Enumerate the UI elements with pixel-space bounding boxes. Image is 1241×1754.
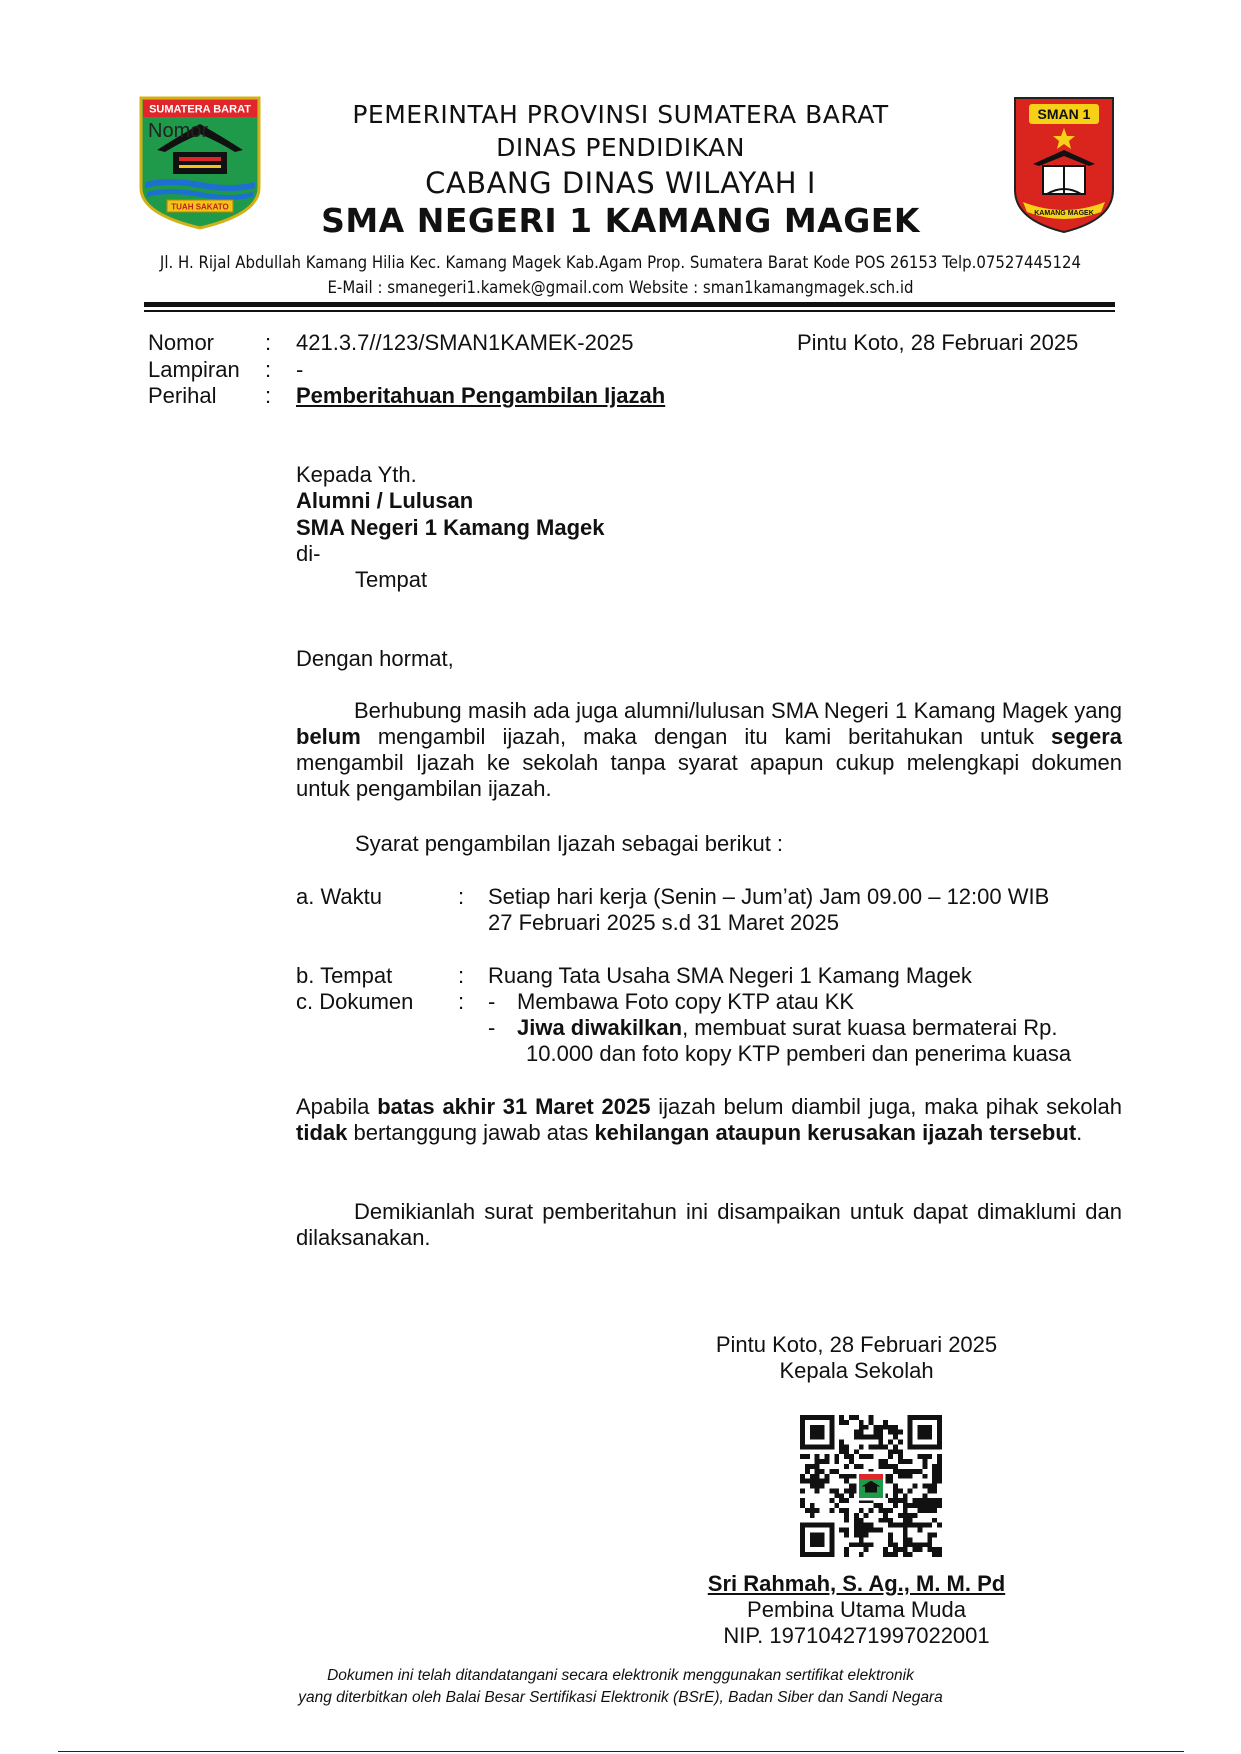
perihal-value: Pemberitahuan Pengambilan Ijazah [296,383,666,408]
recipient-line-2: Alumni / Lulusan [296,488,474,513]
recipient-line-3: SMA Negeri 1 Kamang Magek [296,515,605,540]
lampiran-value: - [296,357,304,382]
lampiran-label: Lampiran [148,357,240,382]
req-dokumen-item-1: Membawa Foto copy KTP atau KK [517,989,855,1014]
req-tempat-colon: : [458,963,465,988]
signatory-rank: Pembina Utama Muda [747,1597,966,1622]
e-signature-note-line-1: Dokumen ini telah ditandatangani secara elektronik menggunakan sertifikat elektronik [327,1667,914,1684]
req-tempat-label: b. Tempat [296,963,393,988]
greeting: Dengan hormat, [296,646,454,671]
nomor-label: Nomor [148,330,215,355]
school-emblem-icon [1011,94,1117,234]
school-emblem-top-text: SMAN 1 [1037,106,1091,122]
req-dokumen-label: c. Dokumen [296,989,414,1014]
paragraph-3: Apabila batas akhir 31 Maret 2025 ijazah belum diambil juga, maka pihak sekolah tidak bertanggung jawab atas kehilangan ataupun kerusakan ijazah tersebut. [296,1094,1122,1145]
signature-place-date: Pintu Koto, 28 Februari 2025 [715,1332,998,1357]
recipient-line-4: di- [296,541,321,566]
nomor-colon: : [265,330,272,355]
req-dokumen-item-2: Jiwa diwakilkan, membuat surat kuasa bermaterai Rp. [517,1015,1058,1040]
paragraph-2: Syarat pengambilan Ijazah sebagai berikut : [355,831,784,856]
perihal-colon: : [265,383,272,408]
req-tempat-value: Ruang Tata Usaha SMA Negeri 1 Kamang Magek [488,963,972,988]
nomor-value: 421.3.7//123/SMAN1KAMEK-2025 [296,330,634,355]
province-emblem-top-text: SUMATERA BARAT [149,103,251,116]
req-dokumen-colon: : [458,989,465,1014]
footer-divider [58,1751,1184,1752]
perihal-label: Perihal [148,383,217,408]
letterhead-divider-thick [144,302,1115,307]
req-dokumen-dash-2: - [488,1015,496,1040]
school-contact: E-Mail : smanegeri1.kamek@gmail.com Website : sman1kamangmagek.sch.id [327,278,914,298]
req-waktu-label: a. Waktu [296,884,382,909]
req-dokumen-item-2-continued: 10.000 dan foto kopy KTP pemberi dan penerima kuasa [526,1041,1072,1066]
school-address: Jl. H. Rijal Abdullah Kamang Hilia Kec. Kamang Magek Kab.Agam Prop. Sumatera Barat Kode POS 26153 Telp.07527445124 [159,253,1082,273]
req-dokumen-dash-1: - [488,989,496,1014]
overlay-nomor-text: Nomor [148,120,209,142]
recipient-line-5: Tempat [355,567,428,592]
req-waktu-colon: : [458,884,465,909]
province-emblem-ribbon-text: TUAH SAKATO [171,202,229,212]
letterhead-divider-thin [144,310,1115,312]
signatory-nip: NIP. 197104271997022001 [723,1623,990,1648]
lampiran-colon: : [265,357,272,382]
letterhead-line-1: PEMERINTAH PROVINSI SUMATERA BARAT [352,100,889,129]
paragraph-1: Berhubung masih ada juga alumni/lulusan SMA Negeri 1 Kamang Magek yang belum mengambil ijazah, maka dengan itu kami beritahukan untuk segera mengambil Ijazah ke sekolah tanpa syarat apapun cukup melengkapi dokumen untuk pengambilan ijazah. [296,698,1122,801]
e-signature-note-line-2: yang diterbitkan oleh Balai Besar Sertifikasi Elektronik (BSrE), Badan Siber dan Sandi Negara [298,1689,943,1706]
school-emblem-ribbon-text: KAMANG MAGEK [1034,210,1094,217]
letter-date: Pintu Koto, 28 Februari 2025 [797,330,1079,355]
school-name: SMA NEGERI 1 KAMANG MAGEK [321,201,920,240]
letterhead-line-3: CABANG DINAS WILAYAH I [425,166,816,200]
recipient-line-1: Kepada Yth. [296,462,417,487]
paragraph-4: Demikianlah surat pemberitahun ini disampaikan untuk dapat dimaklumi dan dilaksanakan. [296,1199,1122,1250]
req-waktu-line-1: Setiap hari kerja (Senin – Jum’at) Jam 09.00 – 12:00 WIB [488,884,1050,909]
qr-code-icon [800,1415,942,1557]
signature-position: Kepala Sekolah [779,1358,934,1383]
req-waktu-line-2: 27 Februari 2025 s.d 31 Maret 2025 [488,910,840,935]
signatory-name: Sri Rahmah, S. Ag., M. M. Pd [707,1571,1006,1596]
letterhead-line-2: DINAS PENDIDIKAN [496,133,745,162]
